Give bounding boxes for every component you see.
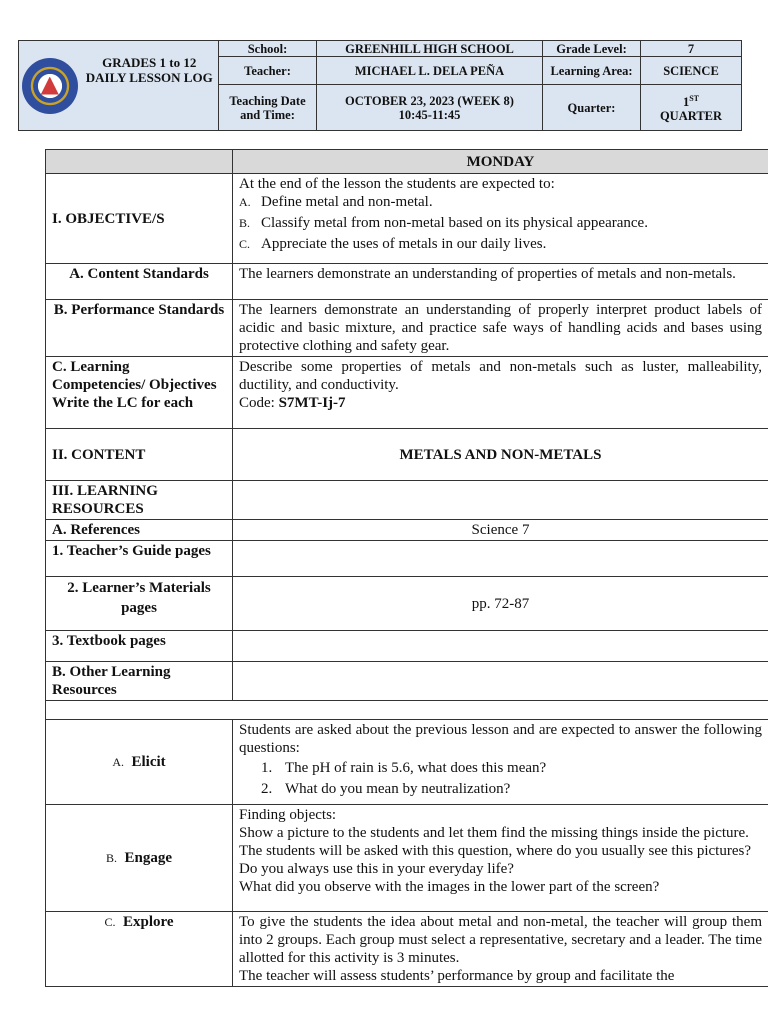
grade-value: 7	[641, 41, 742, 57]
lesson-table	[45, 149, 768, 987]
engage-line: The students will be asked with this question, where do you usually see this pictures? Do you always use this in your everyday life?	[239, 843, 751, 877]
quarter-label: Quarter:	[543, 85, 641, 131]
objective-item: A. Define metal and non-metal.	[239, 194, 433, 210]
content-value: METALS AND NON-METALS	[233, 429, 768, 481]
textbook-label: 3. Textbook pages	[46, 631, 233, 662]
competency-code: Code: S7MT-Ij-7	[239, 395, 346, 411]
content-label: II. CONTENT	[46, 429, 233, 481]
references-value: Science 7	[233, 520, 768, 541]
performance-standards-label: B. Performance Standards	[46, 300, 233, 357]
school-value: GREENHILL HIGH SCHOOL	[317, 41, 543, 57]
references-label: A. References	[46, 520, 233, 541]
date-value	[317, 85, 543, 131]
other-resources-label: B. Other Learning Resources	[46, 662, 233, 701]
log-title: GRADES 1 to 12 DAILY LESSON LOG	[81, 41, 219, 131]
other-resources-value	[233, 662, 768, 701]
competencies-text: Describe some properties of metals and non-metals such as luster, malleability, ductility, and conductivity.	[239, 359, 762, 393]
engage-label: B. Engage	[46, 805, 233, 912]
objectives-intro: At the end of the lesson the students are expected to:	[239, 176, 555, 192]
objective-item: C. Appreciate the uses of metals in our daily lives.	[239, 236, 547, 252]
learners-materials-label: 2. Learner’s Materials pages	[46, 577, 233, 631]
header-table	[18, 40, 742, 131]
objectives-cell	[233, 174, 768, 264]
quarter-value	[641, 85, 742, 131]
textbook-value	[233, 631, 768, 662]
elicit-cell	[233, 720, 768, 805]
day-corner	[46, 150, 233, 174]
teachers-guide-value	[233, 541, 768, 577]
content-standards-label: A. Content Standards	[46, 264, 233, 300]
time-text: 10:45-11:45	[398, 107, 461, 122]
performance-standards-text: The learners demonstrate an understanding of properly interpret product labels of acidic and basic mixture, and practice safe ways of handling acids and bases using protective clothing and safety gear.	[233, 300, 768, 357]
engage-line: Finding objects:	[239, 807, 337, 823]
date-text: OCTOBER 23, 2023 (WEEK 8)	[345, 93, 514, 108]
elicit-intro: Students are asked about the previous lesson and are expected to answer the following questions:	[239, 722, 762, 756]
explore-text: To give the students the idea about metal and non-metal, the teacher will group them into 2 groups. Each group must select a representative, secretary and a leader. The time allotted for this activity is 3 minutes.	[239, 914, 762, 966]
teachers-guide-label: 1. Teacher’s Guide pages	[46, 541, 233, 577]
resources-empty	[233, 481, 768, 520]
engage-line: What did you observe with the images in the lower part of the screen?	[239, 879, 660, 895]
resources-label: III. LEARNING RESOURCES	[46, 481, 233, 520]
date-label: Teaching Date and Time:	[219, 85, 317, 131]
area-label: Learning Area:	[543, 57, 641, 85]
objective-item: B. Classify metal from non-metal based on its physical appearance.	[239, 215, 648, 231]
quarter-word: QUARTER	[659, 109, 723, 124]
content-standards-text: The learners demonstrate an understanding of properties of metals and non-metals.	[233, 264, 768, 300]
objectives-label: I. OBJECTIVE/S	[46, 174, 233, 264]
quarter-suffix: ST	[689, 94, 700, 104]
elicit-question: 2. What do you mean by neutralization?	[261, 781, 511, 797]
explore-text-continued: The teacher will assess students’ performance by group and facilitate the	[239, 968, 675, 984]
elicit-question: 1. The pH of rain is 5.6, what does this mean?	[261, 760, 547, 776]
school-label: School:	[219, 41, 317, 57]
quarter-number: 1	[682, 95, 690, 110]
competencies-label: C. Learning Competencies/ Objectives Write the LC for each	[46, 357, 233, 429]
teacher-value: MICHAEL L. DELA PEÑA	[317, 57, 543, 85]
deped-seal	[19, 41, 81, 131]
grade-label: Grade Level:	[543, 41, 641, 57]
teacher-label: Teacher:	[219, 57, 317, 85]
seal-icon	[22, 58, 78, 114]
area-value: SCIENCE	[641, 57, 742, 85]
spacer-row	[46, 701, 768, 720]
engage-cell	[233, 805, 768, 912]
learners-materials-value: pp. 72-87	[233, 577, 768, 631]
explore-cell	[233, 912, 768, 987]
competencies-cell	[233, 357, 768, 429]
elicit-label: A. Elicit	[46, 720, 233, 805]
explore-label: C. Explore	[46, 912, 233, 987]
engage-line: Show a picture to the students and let them find the missing things inside the picture.	[239, 825, 749, 841]
day-heading: MONDAY	[233, 150, 768, 174]
